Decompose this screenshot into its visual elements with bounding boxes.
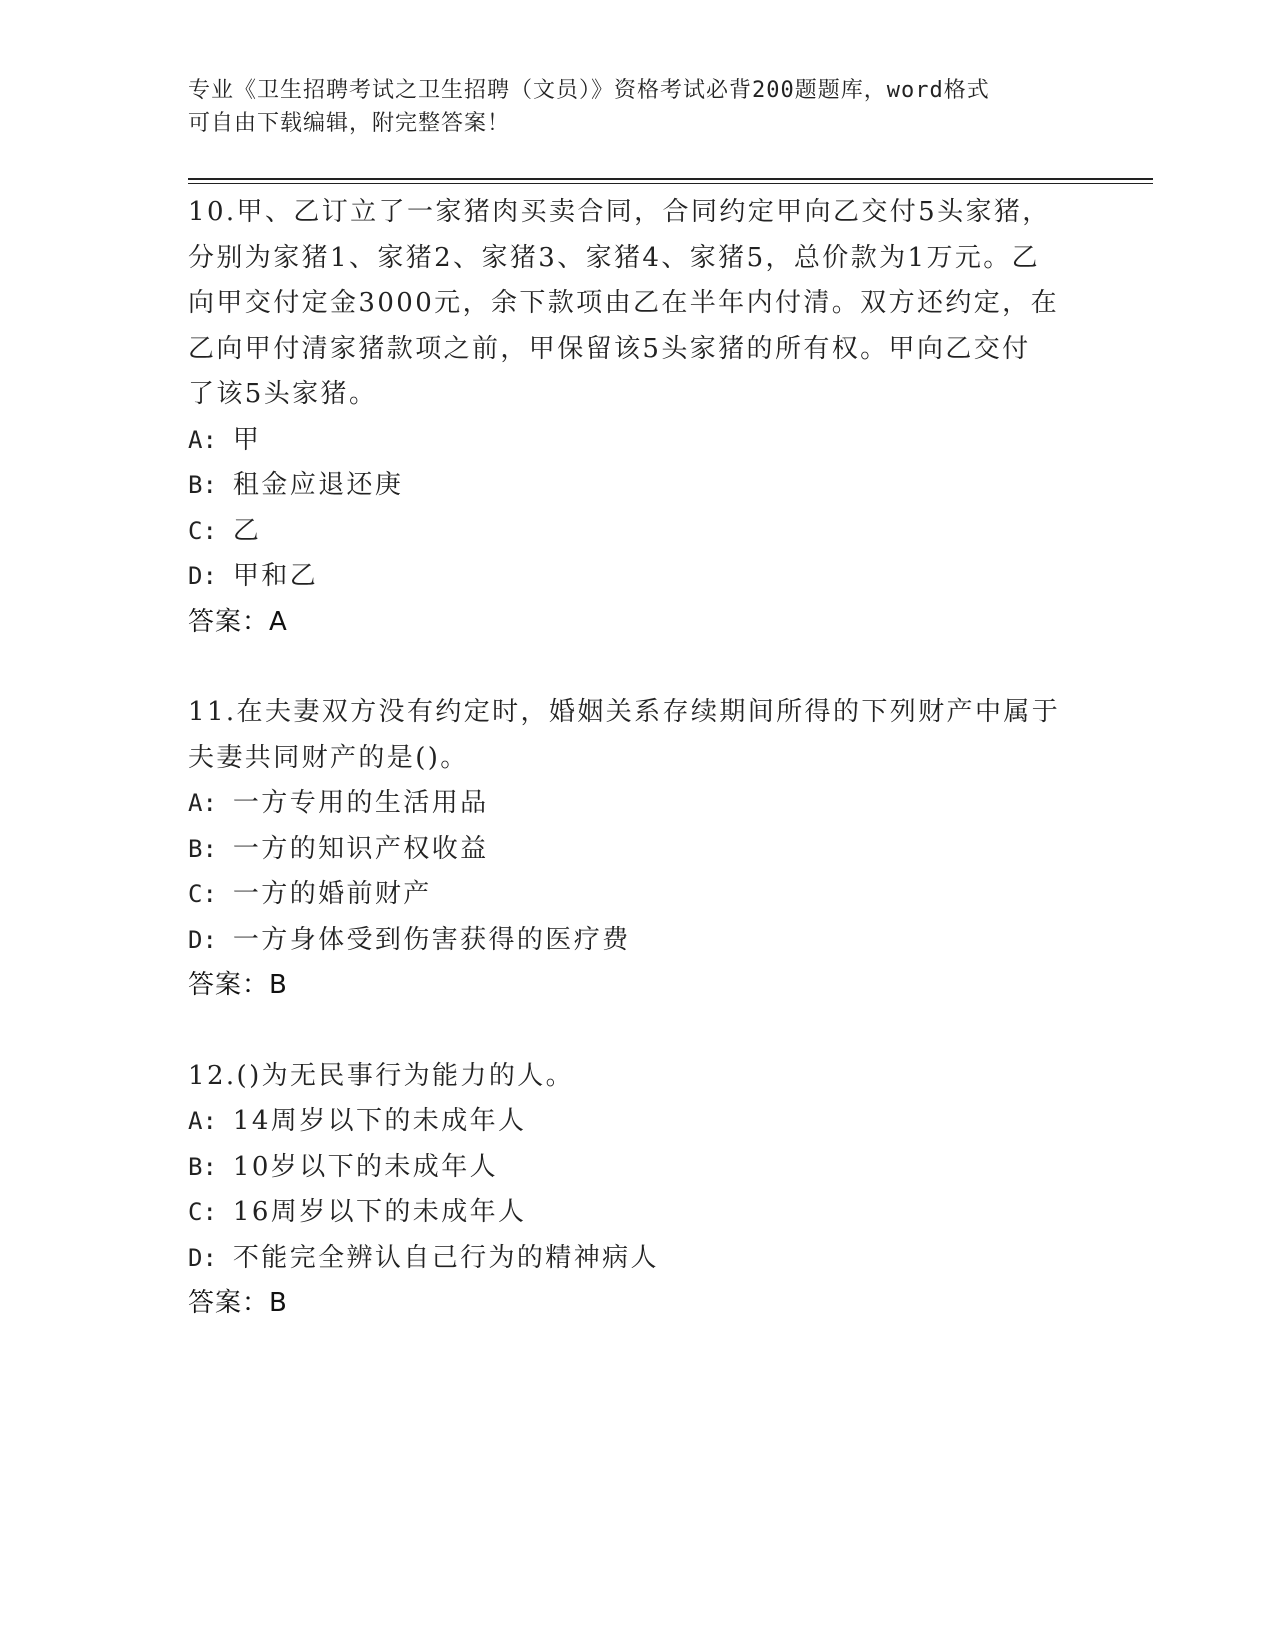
stem-line: 了该5头家猪。 [188, 379, 378, 409]
option-letter: D: [188, 1243, 217, 1272]
question-10 [188, 190, 1088, 645]
question-stem [188, 1054, 1088, 1100]
header-divider-thick [188, 178, 1153, 180]
question-stem [188, 690, 1088, 781]
option-text: 一方身体受到伤害获得的医疗费 [232, 924, 631, 955]
stem-line: 10.甲、乙订立了一家猪肉买卖合同，合同约定甲向乙交付5头家猪， [188, 197, 1051, 227]
option-text: 14周岁以下的未成年人 [232, 1106, 527, 1136]
question-11 [188, 690, 1088, 1009]
option-b [188, 463, 1088, 509]
header-divider-thin [188, 183, 1153, 184]
option-text: 一方的知识产权收益 [232, 833, 489, 864]
option-letter: C: [188, 516, 217, 545]
answer-line: 答案：B [188, 970, 288, 1000]
option-text: 10岁以下的未成年人 [232, 1151, 498, 1182]
question-12 [188, 1054, 1088, 1327]
option-letter: D: [188, 925, 217, 954]
option-d [188, 1236, 1088, 1282]
option-letter: A: [188, 425, 217, 454]
option-a [188, 781, 1088, 827]
option-text: 一方的婚前财产 [232, 879, 432, 909]
option-c [188, 509, 1088, 555]
option-text: 甲 [232, 424, 262, 455]
option-text: 不能完全辨认自己行为的精神病人 [232, 1242, 659, 1273]
stem-line: 12.()为无民事行为能力的人。 [188, 1060, 575, 1091]
header-line-2: 可自由下载编辑，附完整答案！ [188, 111, 511, 136]
option-b [188, 827, 1088, 873]
option-letter: B: [188, 1152, 217, 1181]
option-letter: B: [188, 471, 217, 499]
option-letter: C: [188, 1198, 217, 1226]
option-d [188, 918, 1088, 964]
option-text: 甲和乙 [232, 561, 319, 591]
option-a [188, 418, 1088, 464]
question-list [188, 190, 1088, 1327]
option-d [188, 554, 1088, 600]
option-b [188, 1145, 1088, 1191]
option-letter: B: [188, 834, 217, 863]
option-c [188, 1190, 1088, 1236]
question-stem [188, 190, 1088, 418]
stem-line: 乙向甲付清家猪款项之前，甲保留该5头家猪的所有权。甲向乙交付 [188, 333, 1031, 364]
header-line-1: 专业《卫生招聘考试之卫生招聘（文员）》资格考试必背200题题库，word格式 [188, 78, 990, 103]
option-text: 一方专用的生活用品 [232, 788, 489, 818]
answer-line: 答案：B [188, 1288, 288, 1318]
question-spacer [188, 1009, 1088, 1054]
option-letter: A: [188, 789, 217, 817]
option-letter: C: [188, 880, 217, 908]
answer-line: 答案：A [188, 606, 288, 637]
option-c [188, 872, 1088, 918]
option-letter: D: [188, 562, 217, 590]
option-letter: A: [188, 1107, 217, 1135]
document-header [188, 74, 1088, 140]
option-a [188, 1099, 1088, 1145]
stem-line: 夫妻共同财产的是()。 [188, 742, 469, 773]
option-text: 租金应退还庚 [232, 470, 404, 500]
stem-line: 11.在夫妻双方没有约定时，婚姻关系存续期间所得的下列财产中属于 [188, 697, 1061, 727]
stem-line: 分别为家猪1、家猪2、家猪3、家猪4、家猪5，总价款为1万元。乙 [188, 242, 1041, 273]
option-text: 16周岁以下的未成年人 [232, 1197, 527, 1227]
question-spacer [188, 645, 1088, 690]
option-text: 乙 [232, 515, 262, 546]
stem-line: 向甲交付定金3000元，余下款项由乙在半年内付清。双方还约定，在 [188, 288, 1059, 318]
